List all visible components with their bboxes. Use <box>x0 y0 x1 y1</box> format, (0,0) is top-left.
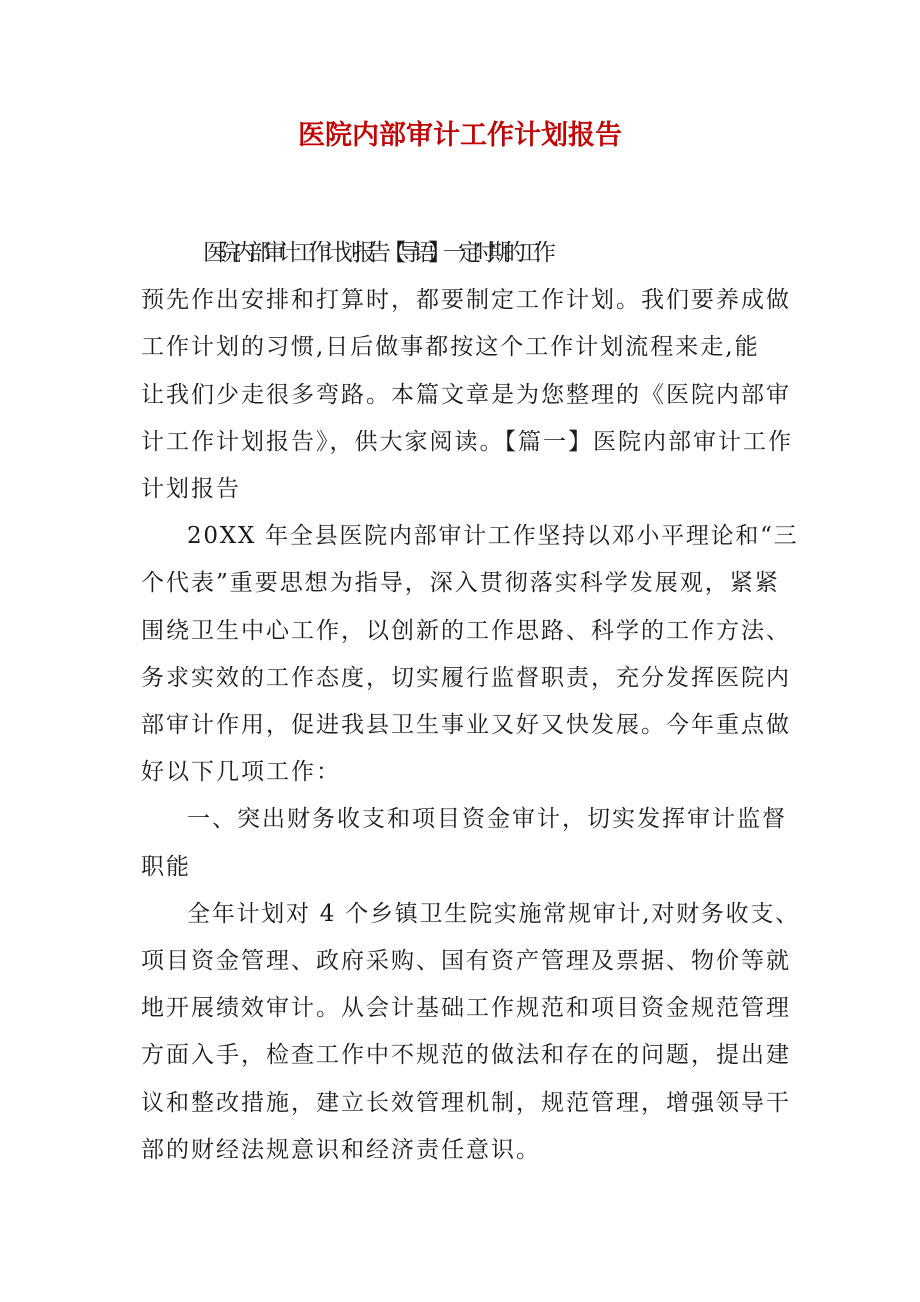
text-line: 项目资金管理、政府采购、国有资产管理及票据、物价等就 <box>141 948 791 975</box>
paragraph-overview <box>141 513 799 796</box>
text-line: 方面入手，检查工作中不规范的做法和存在的问题，提出建 <box>141 1042 791 1069</box>
text-line: 务求实效的工作态度，切实履行监督职责，充分发挥医院内 <box>141 664 791 691</box>
text-line: 好以下几项工作： <box>141 759 341 786</box>
text-line: 地开展绩效审计。从会计基础工作规范和项目资金规范管理 <box>141 995 791 1022</box>
text-line: 预先作出安排和打算时，都要制定工作计划。我们要养成做 <box>141 287 791 314</box>
paragraph-intro <box>141 230 793 513</box>
text-line: 围绕卫生中心工作，以创新的工作思路、科学的工作方法、 <box>141 617 791 644</box>
document-body <box>141 230 800 1174</box>
text-line: 部的财经法规意识和经济责任意识。 <box>141 1136 541 1163</box>
text-line: 20XX 年全县医院内部审计工作坚持以邓小平理论和“三 <box>187 523 799 550</box>
section-heading-one <box>141 796 789 890</box>
text-line: 个代表”重要思想为指导，深入贯彻落实科学发展观，紧紧 <box>141 570 780 597</box>
text-line: 计划报告 <box>141 476 241 503</box>
text-line: 工作计划的习惯,日后做事都按这个工作计划流程来走,能 <box>141 334 760 361</box>
text-line: 部审计作用，促进我县卫生事业又好又快发展。今年重点做 <box>141 712 791 739</box>
text-line: 医院内部审计工作计划报告【导语】一定时期的工作 <box>203 240 548 266</box>
text-line: 议和整改措施，建立长效管理机制，规范管理，增强领导干 <box>141 1089 791 1116</box>
paragraph-plan <box>141 891 800 1174</box>
document-title: 医院内部审计工作计划报告 <box>298 120 622 151</box>
text-line: 让我们少走很多弯路。本篇文章是为您整理的《医院内部审 <box>141 381 791 408</box>
text-line: 职能 <box>141 853 191 880</box>
text-line: 计工作计划报告》，供大家阅读。【篇一】医院内部审计工作 <box>141 428 793 455</box>
text-line: 全年计划对 4 个乡镇卫生院实施常规审计,对财务收支、 <box>187 900 800 927</box>
text-line: 一、突出财务收支和项目资金审计，切实发挥审计监督 <box>187 806 787 833</box>
